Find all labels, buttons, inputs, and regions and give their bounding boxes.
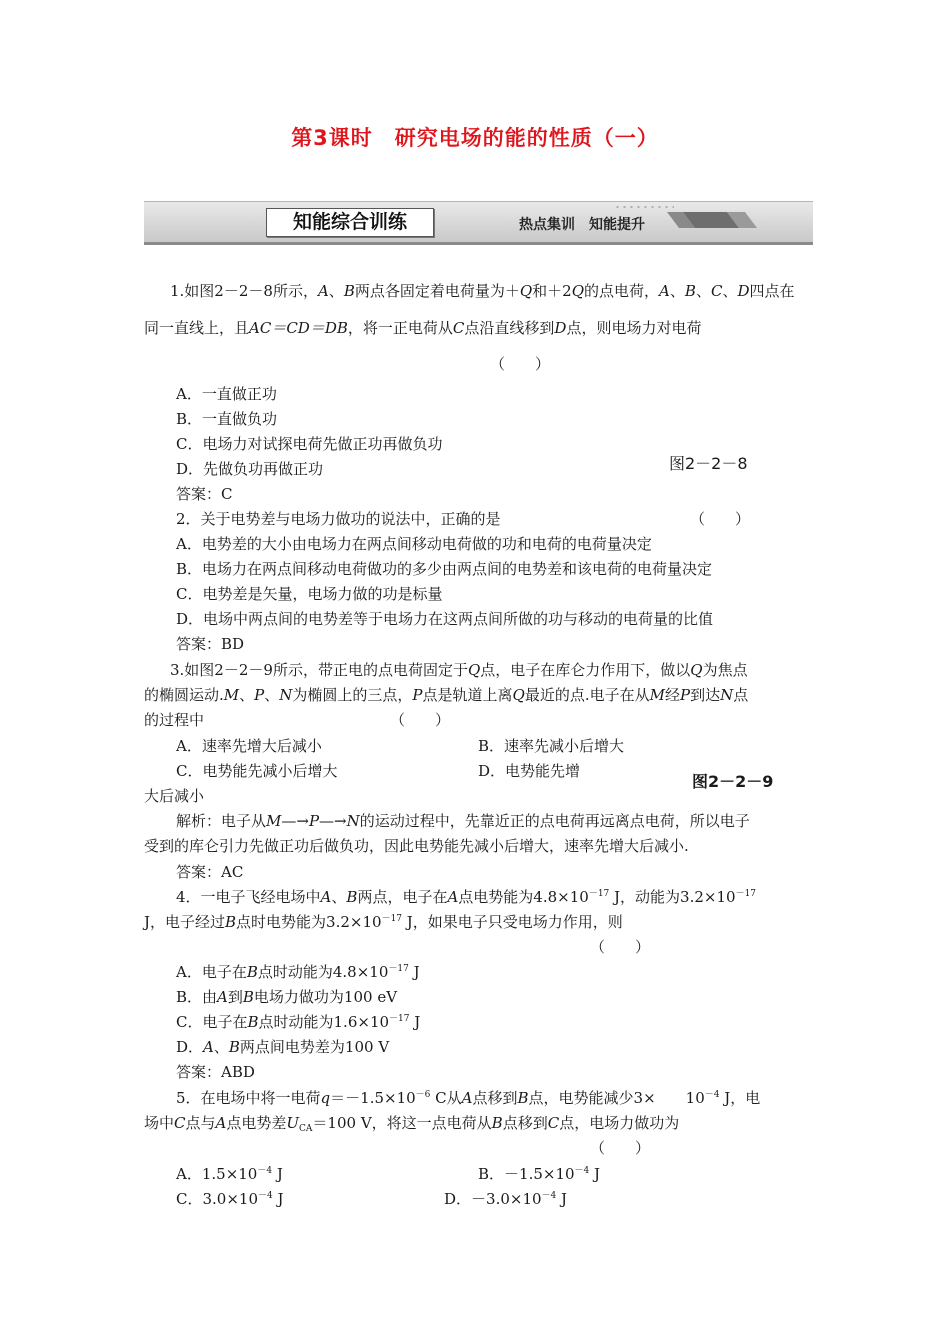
q3-option-d-continued: 大后减小	[144, 787, 205, 805]
q1-stem-line1: 1.如图2－2－8所示，A、B两点各固定着电荷量为＋Q和＋2Q的点电荷，A、B、C、D四点在	[170, 282, 795, 300]
q1-option-a: A．一直做正功	[176, 385, 277, 403]
q4-option-d: D．A、B两点间电势差为100 V	[176, 1038, 390, 1056]
q4-answer-blank: （ ）	[590, 938, 651, 956]
q3-explanation-line1: 解析：电子从M—→P—→N的运动过程中，先靠近正的点电荷再远离点电荷，所以电子	[176, 812, 750, 830]
q5-stem-line1: 5．在电场中将一电荷$q=-1.5\times 10^{-6}$ C从A点移到B点，电势能减少3× $10^{-4}$ J，电	[176, 1089, 761, 1107]
q4-option-b: B．由A到B电场力做功为100 eV	[176, 988, 398, 1006]
q2-answer-blank: （ ）	[690, 510, 751, 528]
q4-answer: 答案：ABD	[176, 1063, 255, 1081]
q2-option-b: B．电场力在两点间移动电荷做功的多少由两点间的电势差和该电荷的电荷量决定	[176, 560, 713, 578]
q1-option-c: C．电场力对试探电荷先做正功再做负功	[176, 435, 443, 453]
q5-option-b: B．$-1.5\times 10^{-4}$ J	[478, 1165, 601, 1183]
banner-title: 知能综合训练	[266, 208, 434, 237]
banner-arrow-decoration	[667, 210, 757, 230]
q3-stem-line1: 3.如图2－2－9所示，带正电的点电荷固定于Q点，电子在库仑力作用下，做以Q为焦点	[170, 661, 748, 679]
q3-answer-blank: （ ）	[390, 711, 451, 729]
q3-answer: 答案：AC	[176, 863, 244, 881]
q3-option-c: C．电势能先减小后增大	[176, 762, 338, 780]
section-banner	[144, 201, 813, 245]
q1-stem-line2: 同一直线上，且AC＝CD＝DB，将一正电荷从C点沿直线移到D点，则电场力对电荷	[144, 319, 702, 337]
banner-dots-decoration	[614, 205, 674, 209]
q5-option-c: C．$3.0\times 10^{-4}$ J	[176, 1190, 284, 1208]
q5-answer-blank: （ ）	[590, 1139, 651, 1157]
q2-option-a: A．电势差的大小由电场力在两点间移动电荷做的功和电荷的电荷量决定	[176, 535, 652, 553]
q4-option-c: C．电子在B点时动能为$1.6\times 10^{-17}$ J	[176, 1013, 421, 1031]
q4-option-a: A．电子在B点时动能为$4.8\times 10^{-17}$ J	[176, 963, 420, 981]
q4-stem-line2: J，电子经过B点时电势能为$3.2\times 10^{-17}$ J，如果电子只受电场力作用，则	[144, 913, 623, 931]
q3-figure-caption: 图2－2－9	[692, 772, 774, 791]
q2-stem: 2．关于电势差与电场力做功的说法中，正确的是	[176, 510, 501, 528]
q2-option-c: C．电势差是矢量，电场力做的功是标量	[176, 585, 443, 603]
q4-stem-line1: 4．一电子飞经电场中A、B两点，电子在A点电势能为$4.8\times 10^{-17}$ J，动能为$3.2\times 10^{-17}$	[176, 888, 757, 906]
q3-option-a: A．速率先增大后减小	[176, 737, 322, 755]
q3-explanation-line2: 受到的库仑引力先做正功后做负功，因此电势能先减小后增大，速率先增大后减小.	[144, 837, 689, 855]
q1-answer-blank: （ ）	[490, 355, 551, 373]
q1-option-d: D．先做负功再做正功	[176, 460, 324, 478]
q2-option-d: D．电场中两点间的电势差等于电场力在这两点间所做的功与移动的电荷量的比值	[176, 610, 714, 628]
page-title: 第3课时 研究电场的能的性质（一）	[291, 126, 659, 150]
q5-stem-line2: 场中C点与A点电势差$U_{CA}=100$ V，将这一点电荷从B点移到C点，电场力做功为	[144, 1114, 680, 1134]
q3-option-d: D．电势能先增	[478, 762, 581, 780]
q1-option-b: B．一直做负功	[176, 410, 278, 428]
q5-option-a: A．$1.5\times 10^{-4}$ J	[176, 1165, 283, 1183]
q3-option-b: B．速率先减小后增大	[478, 737, 625, 755]
q3-stem-line2: 的椭圆运动.M、P、N为椭圆上的三点，P点是轨道上离Q最近的点.电子在从M经P到达N点	[144, 686, 749, 704]
q5-option-d: D．$-3.0\times 10^{-4}$ J	[444, 1190, 568, 1208]
q3-stem-line3: 的过程中	[144, 711, 205, 729]
banner-subtitle: 热点集训 知能提升	[519, 217, 645, 233]
q2-answer: 答案：BD	[176, 635, 245, 653]
q1-answer: 答案：C	[176, 485, 233, 503]
q1-figure-caption: 图2－2－8	[669, 454, 748, 473]
